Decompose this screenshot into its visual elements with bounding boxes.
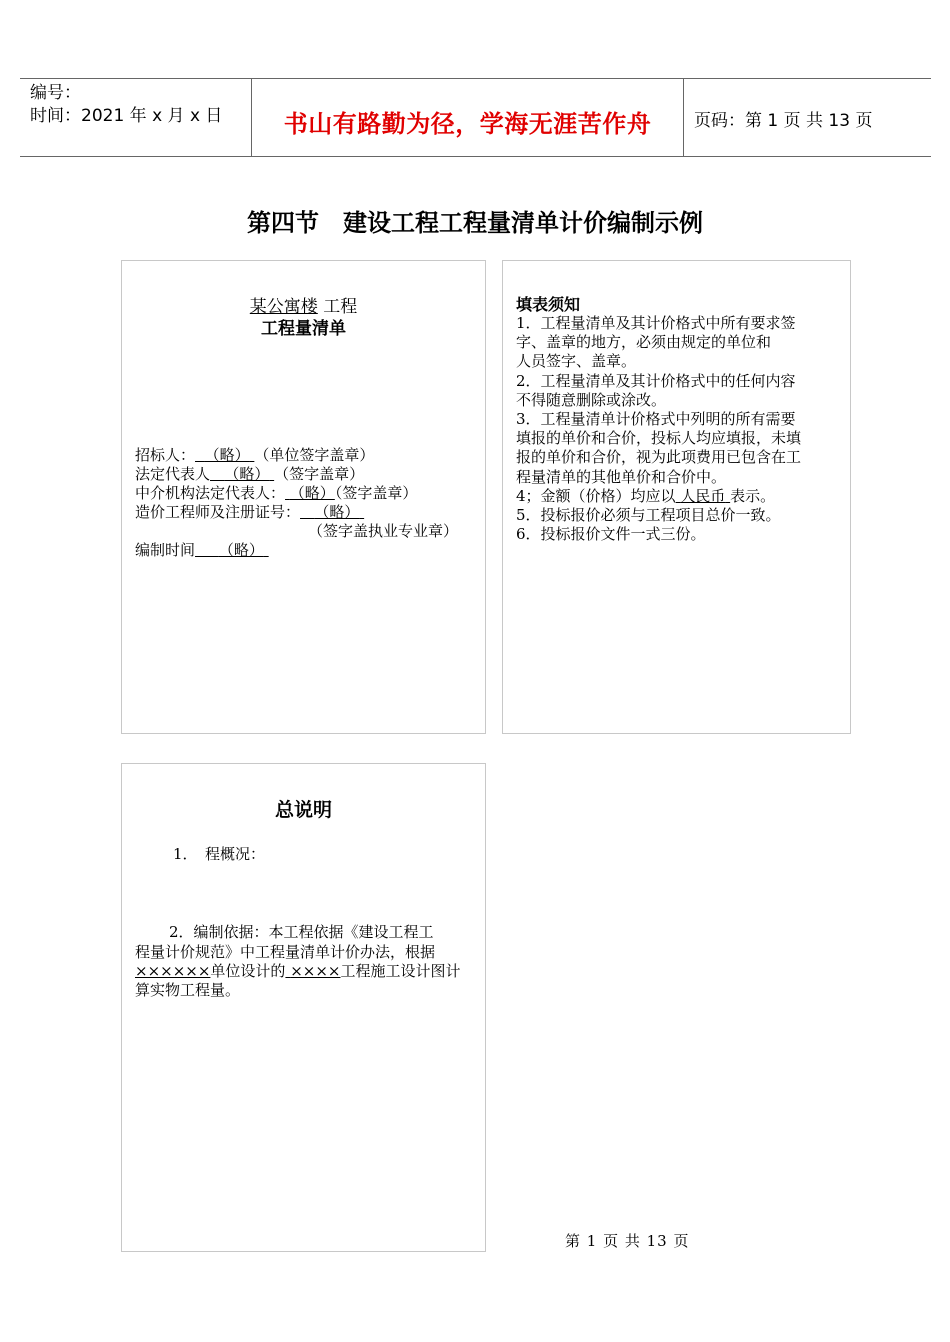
notice-line: 3．工程量清单计价格式中列明的所有需要 (516, 410, 796, 429)
section-title: 第四节 建设工程工程量清单计价编制示例 (247, 209, 703, 237)
field-cost-engineer-note: （签字盖执业专业章） (308, 522, 459, 540)
header-bottom-rule (20, 156, 931, 157)
field-cost-engineer-value: （略） (314, 503, 360, 521)
notice-line: 字、盖章的地方，必须由规定的单位和 (516, 333, 772, 352)
field-legal-rep: 法定代表人 （略） （签字盖章） (135, 465, 365, 483)
notice-line: 2．工程量清单及其计价格式中的任何内容 (516, 371, 796, 390)
notice-body (516, 314, 841, 544)
notice-line: 不得随意删除或涂改。 (516, 390, 667, 409)
field-compile-time-value: （略） (218, 541, 264, 559)
field-cost-engineer: 造价工程师及注册证号： （略） (135, 503, 364, 522)
field-agency-rep-value: （略） (289, 484, 335, 502)
field-tenderer: 招标人： （略） （单位签字盖章） (135, 446, 375, 464)
header-meta (30, 82, 222, 128)
description-item-2-line1: 2．编制依据：本工程依据《建设工程工 (169, 923, 434, 941)
serial-number-label: 编号： (30, 83, 81, 103)
description-item-2-line3: ××××××单位设计的 ××××工程施工设计图计 (135, 962, 461, 980)
notice-line: 6．投标报价文件一式三份。 (516, 525, 706, 544)
notice-line: 程量清单的其他单价和合价中。 (516, 467, 727, 486)
design-unit: ×××××× (135, 962, 211, 980)
notice-heading: 填表须知 (516, 295, 581, 314)
currency-value: 人民币 (680, 486, 726, 505)
notice-line: 人员签字、盖章。 (516, 352, 637, 371)
header-divider-right (683, 78, 684, 157)
footer-page-number: 第 1 页 共 13 页 (565, 1232, 690, 1250)
description-item-2-line2: 程量计价规范》中工程量清单计价办法，根据 (135, 943, 436, 961)
header-motto: 书山有路勤为径，学海无涯苦作舟 (283, 110, 652, 138)
notice-line: 填报的单价和合价，投标人均应填报，未填 (516, 429, 802, 448)
time-label: 时间：2021 年 x 月 x 日 (30, 106, 223, 126)
field-tenderer-value: （略） (204, 446, 250, 464)
notice-line: 5．投标报价必须与工程项目总价一致。 (516, 506, 781, 525)
description-item-1: 1． 程概况： (173, 845, 266, 863)
cover-doc-title: 工程量清单 (261, 319, 346, 339)
notice-line: 4；金额（价格）均应以 人民币 表示。 (516, 486, 776, 505)
description-panel (121, 763, 486, 1252)
description-item-2-line4: 算实物工程量。 (135, 981, 241, 999)
notice-line: 报的单价和合价，视为此项费用已包含在工 (516, 448, 802, 467)
description-title: 总说明 (274, 799, 332, 821)
project-suffix: 工程 (317, 297, 358, 317)
field-agency-rep: 中介机构法定代表人： （略）（签字盖章） (135, 484, 418, 502)
field-legal-rep-value: （略） (224, 465, 270, 483)
field-compile-time: 编制时间 （略） (135, 541, 269, 560)
project-code: ×××× (290, 962, 341, 980)
header-page-number: 页码：第 1 页 共 13 页 (694, 111, 873, 131)
project-name: 某公寓楼 (249, 297, 318, 317)
header-top-rule (20, 78, 931, 79)
notice-line: 1．工程量清单及其计价格式中所有要求签 (516, 314, 796, 332)
